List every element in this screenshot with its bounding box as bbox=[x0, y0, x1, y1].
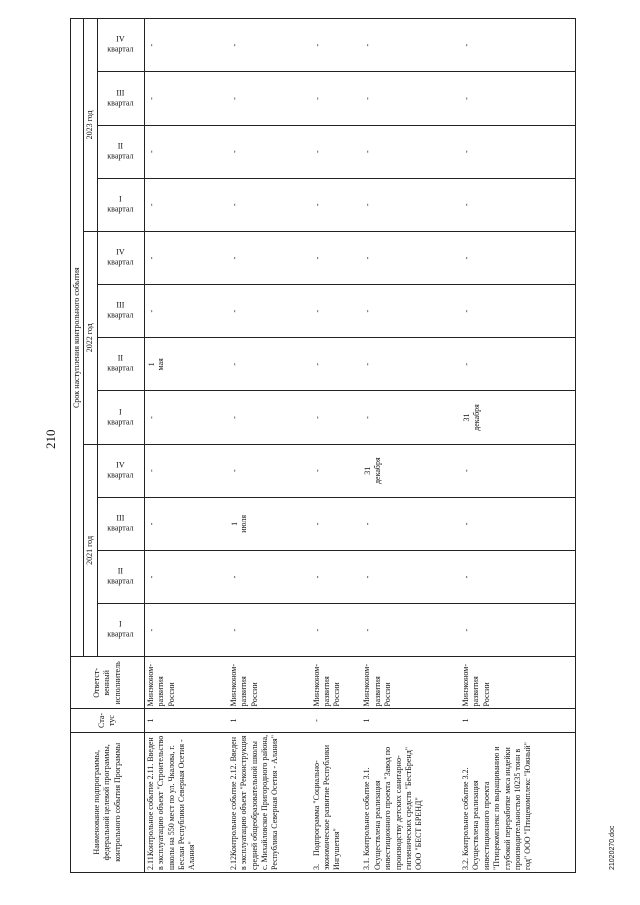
quarter-value-cell bbox=[144, 125, 228, 178]
quarter-value-cell bbox=[228, 550, 311, 603]
quarter-value: - bbox=[312, 575, 322, 579]
header-quarter bbox=[97, 391, 144, 444]
header-quarter bbox=[97, 125, 144, 178]
quarter-value: - bbox=[363, 97, 373, 100]
quarter-value-cell bbox=[144, 391, 228, 444]
row-responsible: Минэконом-развития России bbox=[460, 657, 575, 709]
quarter-word: квартал bbox=[107, 630, 134, 640]
quarter-value-cell bbox=[228, 338, 311, 391]
quarter-value-cell bbox=[361, 231, 460, 284]
quarter-value-cell bbox=[460, 550, 575, 603]
quarter-value: - bbox=[363, 522, 373, 526]
quarter-value: - bbox=[146, 150, 156, 153]
quarter-value: - bbox=[462, 256, 472, 260]
quarter-value-cell bbox=[144, 231, 228, 284]
quarter-value-cell bbox=[144, 444, 228, 497]
quarter-value-cell bbox=[460, 72, 575, 125]
quarter-word: квартал bbox=[107, 311, 134, 321]
quarter-month: декабря bbox=[373, 457, 382, 485]
table-row bbox=[460, 19, 575, 873]
quarter-value-cell bbox=[311, 338, 362, 391]
quarter-roman: III bbox=[116, 300, 125, 310]
quarter-value-cell bbox=[228, 19, 311, 72]
quarter-value: - bbox=[462, 150, 472, 153]
quarter-value: - bbox=[462, 203, 472, 207]
quarter-value-cell bbox=[311, 550, 362, 603]
quarter-value: - bbox=[462, 628, 472, 632]
row-title: Подпрограмма "Социально-экономическое развитие Республики Ингушетия" bbox=[311, 744, 342, 870]
row-number: 3.1. bbox=[362, 858, 372, 870]
header-quarter bbox=[97, 497, 144, 550]
row-number: 2.11. bbox=[145, 854, 155, 870]
table-row bbox=[311, 19, 362, 873]
quarter-value: - bbox=[229, 203, 239, 207]
quarter-value-cell bbox=[311, 285, 362, 338]
quarter-value-cell bbox=[144, 72, 228, 125]
quarter-value: - bbox=[462, 469, 472, 473]
quarter-value-cell bbox=[361, 497, 460, 550]
row-name-cell bbox=[311, 732, 362, 872]
quarter-value: - bbox=[146, 43, 156, 47]
quarter-value: - bbox=[229, 150, 239, 153]
header-responsible: Ответст-венный исполнитель bbox=[71, 657, 145, 709]
quarter-value: - bbox=[146, 628, 156, 632]
quarter-value-cell bbox=[144, 338, 228, 391]
quarter-value-cell bbox=[228, 444, 311, 497]
quarter-roman: II bbox=[118, 141, 124, 151]
quarter-value: - bbox=[146, 309, 156, 313]
quarter-value-cell bbox=[460, 231, 575, 284]
quarter-value: - bbox=[312, 309, 322, 313]
row-status: 1 bbox=[228, 709, 311, 732]
row-status: 1 bbox=[144, 709, 228, 732]
quarter-roman: IV bbox=[116, 460, 126, 470]
quarter-value: - bbox=[229, 628, 239, 632]
table-row bbox=[228, 19, 311, 873]
quarter-value-cell bbox=[311, 604, 362, 657]
quarter-value-cell bbox=[460, 604, 575, 657]
quarter-value-cell bbox=[361, 550, 460, 603]
quarter-value: 1 bbox=[146, 362, 156, 367]
quarter-roman: IV bbox=[116, 247, 126, 257]
quarter-roman: III bbox=[116, 88, 125, 98]
header-quarter bbox=[97, 338, 144, 391]
quarter-value-cell bbox=[361, 444, 460, 497]
quarter-value: - bbox=[312, 416, 322, 419]
quarter-value: - bbox=[312, 469, 322, 473]
quarter-value-cell bbox=[361, 338, 460, 391]
quarter-value-cell bbox=[144, 497, 228, 550]
quarter-value-cell bbox=[228, 125, 311, 178]
quarter-value-cell bbox=[460, 338, 575, 391]
quarter-value-cell bbox=[228, 178, 311, 231]
quarter-value-cell bbox=[228, 231, 311, 284]
quarter-value: - bbox=[363, 628, 373, 632]
quarter-value: - bbox=[363, 43, 373, 47]
quarter-value-cell bbox=[144, 285, 228, 338]
quarter-value: - bbox=[312, 363, 322, 366]
quarter-word: квартал bbox=[107, 98, 134, 108]
quarter-value: - bbox=[312, 150, 322, 153]
quarter-value: - bbox=[229, 469, 239, 473]
quarter-value: - bbox=[363, 363, 373, 366]
quarter-value: - bbox=[462, 309, 472, 313]
quarter-roman: II bbox=[118, 353, 124, 363]
quarter-roman: I bbox=[119, 407, 123, 417]
quarter-value-cell bbox=[311, 125, 362, 178]
header-period: Срок наступления контрольного события bbox=[71, 19, 84, 657]
quarter-word: квартал bbox=[107, 151, 134, 161]
header-quarter bbox=[97, 178, 144, 231]
quarter-value-cell bbox=[311, 444, 362, 497]
control-events-table bbox=[70, 18, 576, 873]
quarter-word: квартал bbox=[107, 470, 134, 480]
quarter-value-cell bbox=[144, 604, 228, 657]
rotated-table-container bbox=[70, 18, 576, 873]
table-header bbox=[71, 19, 145, 873]
quarter-value: - bbox=[363, 309, 373, 313]
row-title: Контрольное событие 3.1. Осуществлена реализация инвестиционного проекта "Завод по производству детских санитарно-гигиенических средств "БестБренд" ООО "БЕСТ БРЕНД" bbox=[362, 746, 424, 870]
quarter-value-cell bbox=[460, 497, 575, 550]
quarter-value: 1 bbox=[229, 521, 239, 526]
quarter-value-cell bbox=[228, 497, 311, 550]
quarter-value: - bbox=[229, 416, 239, 419]
quarter-value: - bbox=[363, 416, 373, 419]
quarter-word: квартал bbox=[107, 45, 134, 55]
quarter-value: - bbox=[146, 575, 156, 579]
header-name: Наименование подпрограммы, федеральной целевой программы, контрольного события Программы bbox=[71, 732, 145, 872]
quarter-value-cell bbox=[311, 19, 362, 72]
row-status: 1 bbox=[460, 709, 575, 732]
quarter-value: - bbox=[462, 363, 472, 366]
quarter-word: квартал bbox=[107, 257, 134, 267]
quarter-value-cell bbox=[311, 178, 362, 231]
row-status: 1 bbox=[361, 709, 460, 732]
quarter-value: - bbox=[229, 575, 239, 579]
quarter-month: мая bbox=[156, 358, 166, 371]
row-title: Контрольное событие 2.11. Введен в эксплуатацию объект "Строительство школы на 550 мест по ул. Чкалова, г. Беслан Республики Северная Осетия - Алания" bbox=[145, 735, 197, 870]
header-year: 2023 год bbox=[84, 19, 97, 232]
quarter-value: - bbox=[229, 309, 239, 313]
row-title: Контрольное событие 2.12. Введен в эксплуатацию объект "Реконструкция средней общеобразовательной школы с. Михайловское Пригородного района, Республика Северная Осетия - Алания" bbox=[228, 734, 280, 870]
quarter-value-cell bbox=[311, 391, 362, 444]
quarter-value: - bbox=[146, 469, 156, 473]
header-year: 2022 год bbox=[84, 231, 97, 444]
header-status: Ста-тус bbox=[71, 709, 145, 732]
quarter-value: - bbox=[462, 43, 472, 47]
header-quarter bbox=[97, 550, 144, 603]
table-row bbox=[144, 19, 228, 873]
row-responsible: Минэконом-развития России bbox=[144, 657, 228, 709]
quarter-value: - bbox=[146, 522, 156, 526]
row-name-cell bbox=[361, 732, 460, 872]
quarter-value: 31 bbox=[462, 413, 472, 422]
quarter-value-cell bbox=[144, 19, 228, 72]
quarter-value-cell bbox=[144, 178, 228, 231]
row-name-cell bbox=[144, 732, 228, 872]
quarter-value-cell bbox=[228, 285, 311, 338]
quarter-value-cell bbox=[361, 604, 460, 657]
quarter-value: 31 bbox=[363, 466, 373, 475]
quarter-value-cell bbox=[228, 604, 311, 657]
row-name-cell bbox=[228, 732, 311, 872]
quarter-value: - bbox=[312, 97, 322, 100]
quarter-value-cell bbox=[460, 444, 575, 497]
quarter-value: - bbox=[146, 203, 156, 207]
quarter-value-cell bbox=[361, 391, 460, 444]
quarter-value-cell bbox=[311, 72, 362, 125]
quarter-value: - bbox=[146, 416, 156, 419]
quarter-value: - bbox=[312, 522, 322, 526]
header-quarter bbox=[97, 604, 144, 657]
quarter-word: квартал bbox=[107, 364, 134, 374]
row-number: 3.2. bbox=[461, 858, 471, 870]
quarter-roman: I bbox=[119, 619, 123, 629]
row-responsible: Минэконом-развития России bbox=[361, 657, 460, 709]
page-number: 210 bbox=[43, 429, 58, 449]
quarter-value: - bbox=[462, 575, 472, 579]
row-name-cell bbox=[460, 732, 575, 872]
header-quarter bbox=[97, 285, 144, 338]
table-body bbox=[144, 19, 575, 873]
quarter-month: июля bbox=[239, 514, 249, 533]
quarter-value-cell bbox=[460, 19, 575, 72]
row-status: - bbox=[311, 709, 362, 732]
row-number: 2.12. bbox=[228, 854, 238, 870]
quarter-word: квартал bbox=[107, 577, 134, 587]
quarter-value: - bbox=[229, 256, 239, 260]
header-quarter bbox=[97, 72, 144, 125]
header-year: 2021 год bbox=[84, 444, 97, 657]
quarter-value: - bbox=[312, 628, 322, 632]
quarter-word: квартал bbox=[107, 523, 134, 533]
header-quarter bbox=[97, 444, 144, 497]
quarter-value-cell bbox=[361, 178, 460, 231]
quarter-value: - bbox=[229, 97, 239, 100]
quarter-value: - bbox=[363, 256, 373, 260]
quarter-value: - bbox=[312, 256, 322, 260]
quarter-value: - bbox=[462, 522, 472, 526]
quarter-roman: I bbox=[119, 194, 123, 204]
table-row bbox=[361, 19, 460, 873]
quarter-word: квартал bbox=[107, 417, 134, 427]
quarter-value-cell bbox=[361, 125, 460, 178]
quarter-roman: II bbox=[118, 566, 124, 576]
row-responsible: Минэконом-развития России bbox=[228, 657, 311, 709]
quarter-value-cell bbox=[361, 19, 460, 72]
quarter-value: - bbox=[146, 97, 156, 100]
quarter-value: - bbox=[363, 150, 373, 153]
quarter-value-cell bbox=[361, 285, 460, 338]
quarter-value: - bbox=[146, 256, 156, 260]
quarter-value-cell bbox=[228, 391, 311, 444]
quarter-value-cell bbox=[311, 497, 362, 550]
quarter-value: - bbox=[229, 363, 239, 366]
row-responsible: Минэконом-развития России bbox=[311, 657, 362, 709]
row-number: 3. bbox=[311, 864, 321, 870]
quarter-value: - bbox=[312, 43, 322, 47]
quarter-value-cell bbox=[460, 391, 575, 444]
quarter-value-cell bbox=[144, 550, 228, 603]
quarter-value: - bbox=[363, 203, 373, 207]
document-code: 21020270.doc bbox=[609, 825, 616, 870]
quarter-word: квартал bbox=[107, 204, 134, 214]
quarter-value: - bbox=[363, 575, 373, 579]
quarter-value: - bbox=[462, 97, 472, 100]
quarter-roman: IV bbox=[116, 34, 126, 44]
quarter-value: - bbox=[229, 43, 239, 47]
quarter-value-cell bbox=[460, 178, 575, 231]
quarter-value-cell bbox=[228, 72, 311, 125]
quarter-month: декабря bbox=[471, 404, 481, 431]
quarter-value: - bbox=[312, 203, 322, 207]
quarter-value-cell bbox=[361, 72, 460, 125]
quarter-value-cell bbox=[311, 231, 362, 284]
header-quarter bbox=[97, 231, 144, 284]
quarter-value-cell bbox=[460, 125, 575, 178]
row-title: Контрольное событие 3.2. Осуществлена реализация инвестиционного проекта "Птицекомплекс по выращиванию и глубокой переработке мяса индейки производительностью 10235 тонн в год" ООО "Птицекомплекс "Южный" bbox=[461, 742, 533, 870]
quarter-value-cell bbox=[460, 285, 575, 338]
quarter-roman: III bbox=[116, 513, 125, 523]
header-quarter bbox=[97, 19, 144, 72]
